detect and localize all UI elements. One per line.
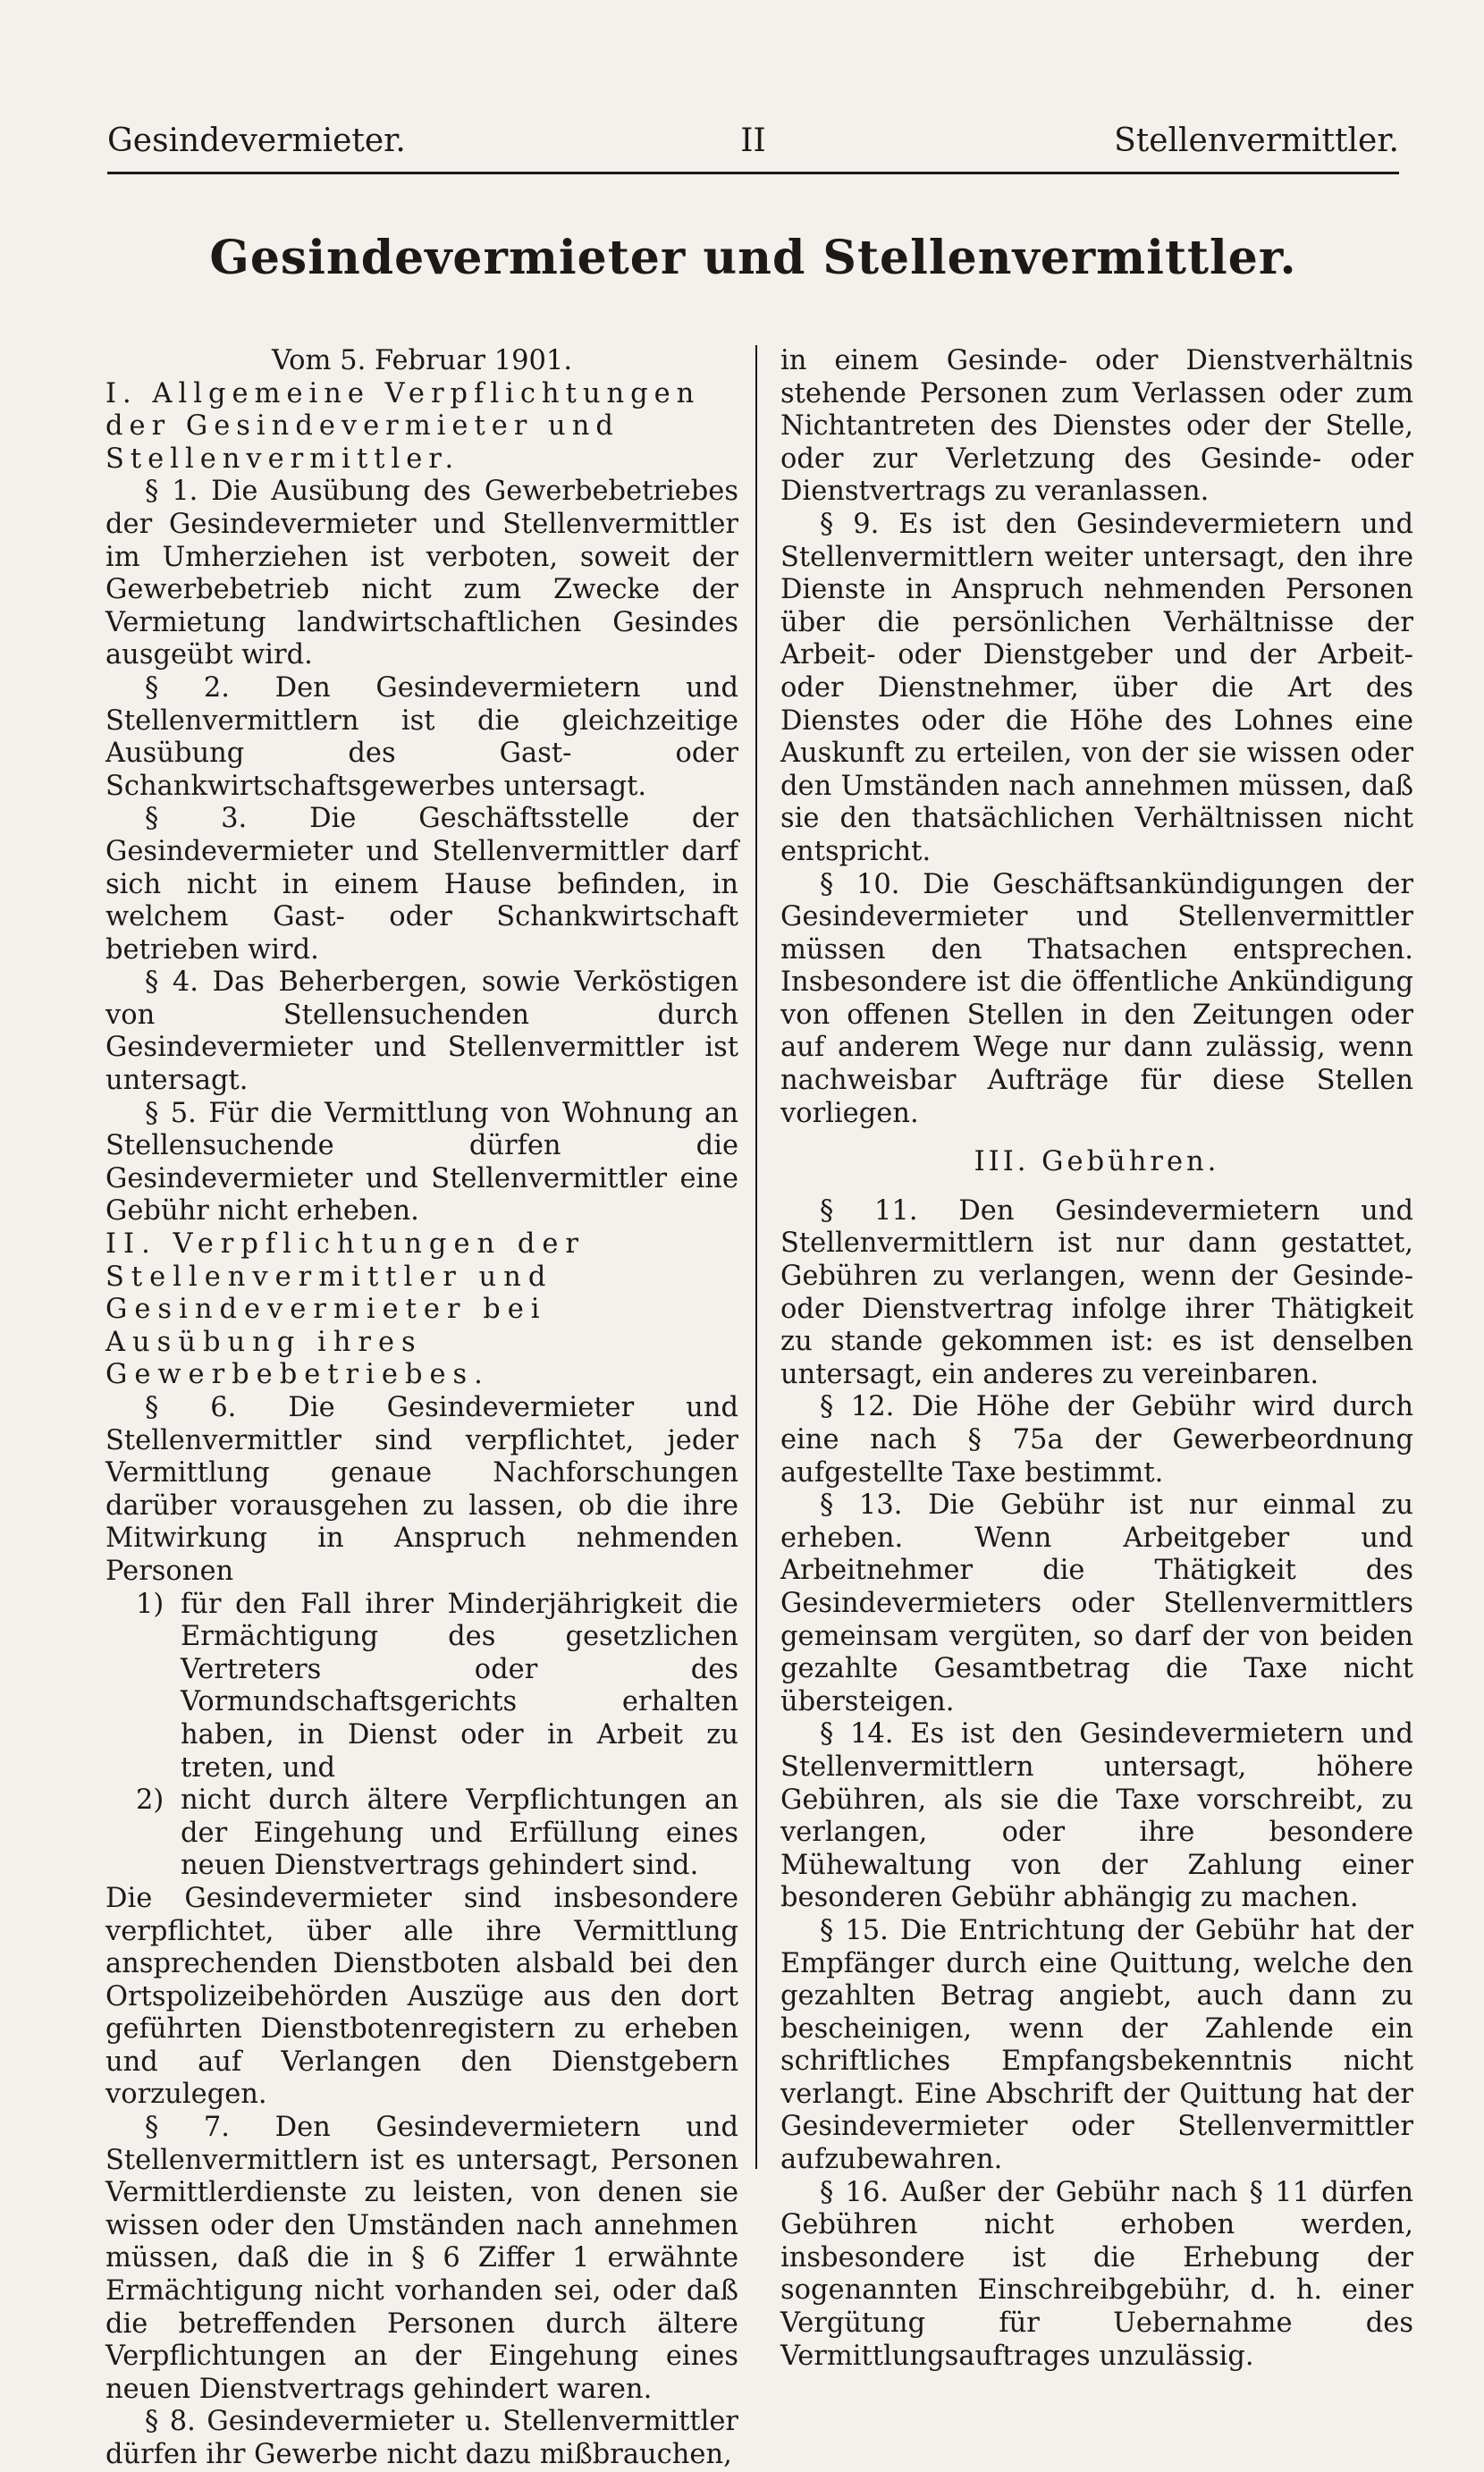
paragraph-6-continuation: Die Gesindevermieter sind insbesondere verpflichtet, über alle ihre Vermittlung ansprechenden Dienstboten alsbald bei den Ortspolizeibehörden Auszüge aus den dort geführten Dienstbotenregistern zu erheben und auf Verlangen den Dienstgebern vorzulegen. [105,1882,738,2111]
paragraph-7: § 7. Den Gesindevermietern und Stellenvermittlern ist es untersagt, Personen Vermittlerdienste zu leisten, von denen sie wissen oder den Umständen nach annehmen müssen, daß die in § 6 Ziffer 1 erwähnte Ermächtigung nicht vorhanden sei, oder daß die betreffenden Personen durch ältere Verpflichtungen an der Eingehung eines neuen Dienstvertrags gehindert waren. [105,2112,738,2405]
paragraph-12: § 12. Die Höhe der Gebühr wird durch eine nach § 75a der Gewerbeordnung aufgestellte Taxe bestimmt. [780,1391,1413,1489]
section-heading-2: II. Verpflichtungen der Stellenvermittler und Gesindevermieter bei Ausübung ihres Gewerbebetriebes. [105,1228,586,1391]
paragraph-14: § 14. Es ist den Gesindevermietern und Stellenvermittlern untersagt, höhere Gebühren, als sie die Taxe vorschreibt, zu verlangen, oder ihre besondere Mühewaltung von der Zahlung einer besonderen Gebühr abhängig zu machen. [780,1718,1413,1914]
running-head [107,114,1399,168]
list-item [105,1784,738,1883]
right-column [780,345,1413,2373]
paragraph-13: § 13. Die Gebühr ist nur einmal zu erheben. Wenn Arbeitgeber und Arbeitnehmer die Thätigkeit des Gesindevermieters oder Stellenvermittlers gemeinsam vergüten, so darf der von beiden gezahlte Gesamtbetrag die Taxe nicht übersteigen. [780,1489,1413,1717]
list-item [105,1589,738,1785]
left-column [105,345,738,2472]
date-line: Vom 5. Februar 1901. [271,345,573,376]
paragraph-10: § 10. Die Geschäftsankündigungen der Gesindevermieter und Stellenvermittler müssen den Thatsachen entsprechen. Insbesondere ist die öffentliche Ankündigung von offenen Stellen in den Zeitungen oder auf anderem Wege nur dann zulässig, wenn nachweisbar Aufträge für diese Stellen vorliegen. [780,868,1413,1129]
section-heading-1: I. Allgemeine Verpflichtungen der Gesindevermieter und Stellenvermittler. [105,377,701,475]
paragraph-16: § 16. Außer der Gebühr nach § 11 dürfen Gebühren nicht erhoben werden, insbesondere ist die Erhebung der sogenannten Einschreibgebühr, d. h. einer Vergütung für Uebernahme des Vermittlungsauftrages unzulässig. [780,2176,1413,2372]
paragraph-8-continuation: in einem Gesinde- oder Dienstverhältnis stehende Personen zum Verlassen oder zum Nichtantreten des Dienstes oder der Stelle, oder zur Verletzung des Gesinde- oder Dienstvertrags zu veranlassen. [780,345,1413,508]
list-item-number: 1) [136,1588,164,1620]
column-divider [755,345,757,2169]
page-title: Gesindevermieter und Stellenvermittler. [209,231,1297,285]
paragraph-6: § 6. Die Gesindevermieter und Stellenvermittler sind verpflichtet, jeder Vermittlung genaue Nachforschungen darüber vorausgehen zu lassen, ob die ihre Mitwirkung in Anspruch nehmenden Personen [105,1392,738,1587]
section-heading-3: III. Gebühren. [974,1146,1220,1178]
list-item-text: nicht durch ältere Verpflichtungen an der Eingehung und Erfüllung eines neuen Dienstvertrags gehindert sind. [181,1784,738,1882]
list-item-number: 2) [136,1784,164,1817]
list-item-text: für den Fall ihrer Minderjährigkeit die Ermächtigung des gesetzlichen Vertreters oder des Vormundschaftsgerichts erhalten haben, in Dienst oder in Arbeit zu treten, und [181,1588,738,1784]
running-head-right: Stellenvermittler. [1114,122,1399,159]
paragraph-9: § 9. Es ist den Gesindevermietern und Stellenvermittlern weiter untersagt, den ihre Dienste in Anspruch nehmenden Personen über die persönlichen Verhältnisse der Arbeit- oder Dienstgeber und der Arbeit- oder Dienstnehmer, über die Art des Dienstes oder die Höhe des Lohnes eine Auskunft zu erteilen, von der sie wissen oder den Umständen nach annehmen müssen, daß sie den thatsächlichen Verhältnissen nicht entspricht. [780,508,1413,867]
paragraph-11: § 11. Den Gesindevermietern und Stellenvermittlern ist nur dann gestattet, Gebühren zu verlangen, wenn der Gesinde- oder Dienstvertrag infolge ihrer Thätigkeit zu stande gekommen ist: es ist denselben untersagt, ein anderes zu vereinbaren. [780,1194,1413,1390]
running-head-left: Gesindevermieter. [107,122,406,159]
paragraph-3: § 3. Die Geschäftsstelle der Gesindevermieter und Stellenvermittler darf sich nicht in einem Hause befinden, in welchem Gast- oder Schankwirtschaft betrieben wird. [105,803,738,966]
paragraph-15: § 15. Die Entrichtung der Gebühr hat der Empfänger durch eine Quittung, welche den gezahlten Betrag angiebt, auch dann zu bescheinigen, wenn der Zahlende ein schriftliches Empfangsbekenntnis nicht verlangt. Eine Abschrift der Quittung hat der Gesindevermieter oder Stellenvermittler aufzubewahren. [780,1914,1413,2176]
header-rule [107,172,1399,174]
paragraph-5: § 5. Für die Vermittlung von Wohnung an Stellensuchende dürfen die Gesindevermieter und Stellenvermittler eine Gebühr nicht erheben. [105,1097,738,1228]
paragraph-1: § 1. Die Ausübung des Gewerbebetriebes der Gesindevermieter und Stellenvermittler im Umherziehen ist verboten, soweit der Gewerbebetrieb nicht zum Zwecke der Vermietung landwirtschaftlichen Gesindes ausgeübt wird. [105,476,738,671]
page-number: II [740,122,766,159]
paragraph-8-start: § 8. Gesindevermieter u. Stellenvermittler dürfen ihr Gewerbe nicht dazu mißbrauchen, [105,2406,738,2470]
paragraph-2: § 2. Den Gesindevermietern und Stellenvermittlern ist die gleichzeitige Ausübung des Gast- oder Schankwirtschaftsgewerbes untersagt. [105,671,738,802]
paragraph-4: § 4. Das Beherbergen, sowie Verköstigen von Stellensuchenden durch Gesindevermieter und Stellenvermittler ist untersagt. [105,966,738,1097]
